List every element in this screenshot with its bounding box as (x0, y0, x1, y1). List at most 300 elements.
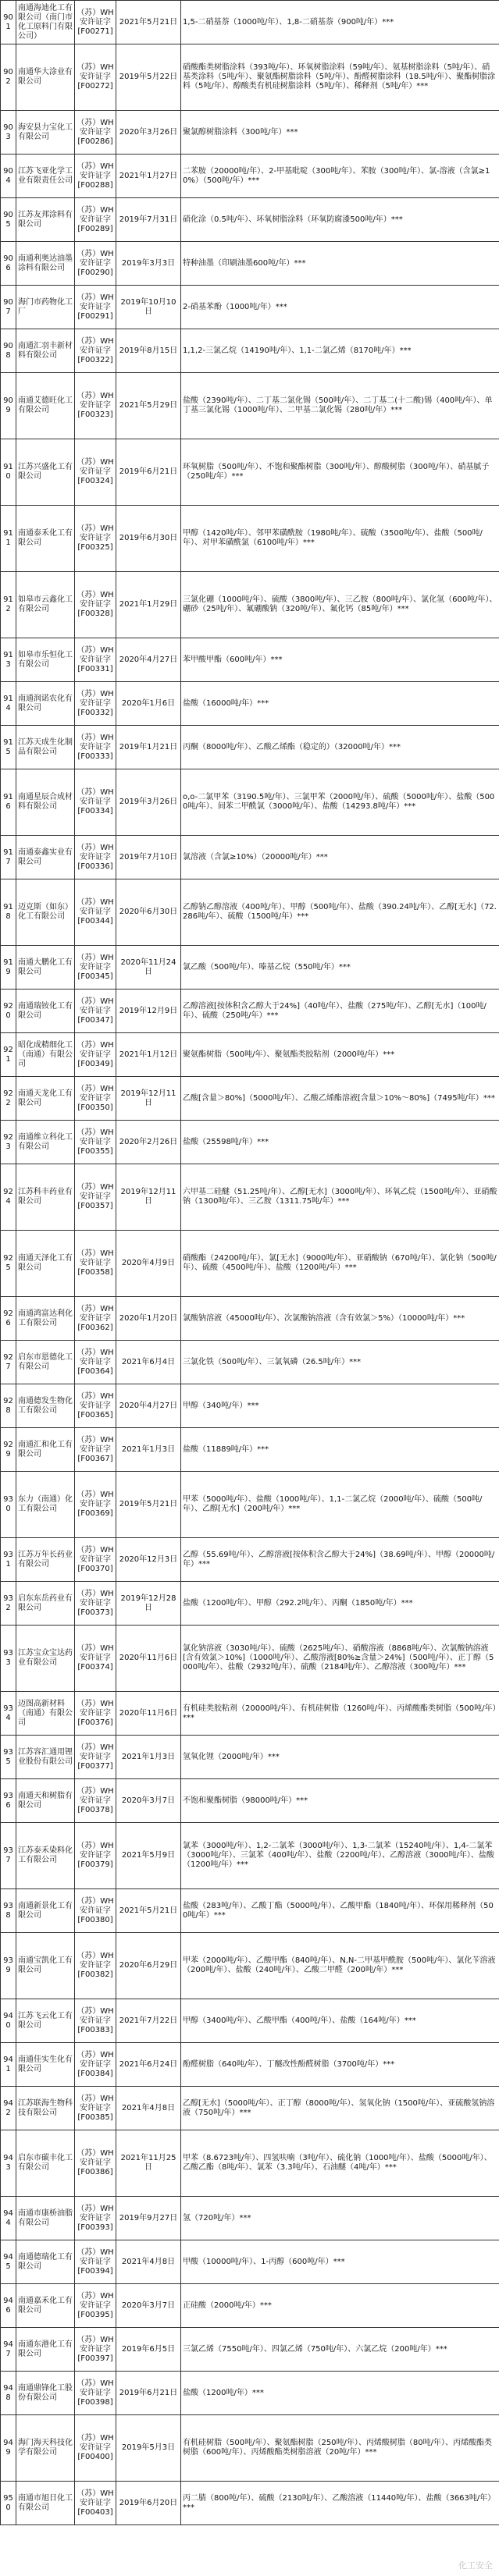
permit-number: （苏）WH安许证字[F00288] (75, 155, 116, 198)
table-row (1, 44, 499, 111)
permit-number: （苏）WH安许证字[F00374] (75, 1626, 116, 1692)
permit-scope: 氯苯（3000吨/年）、1,2-二氯苯（3000吨/年）、1,3-二氯苯（15240吨/年）、1,4-二氯苯（3000吨/年）、三氯苯（400吨/年）、盐酸（2200吨/年）、乙醇溶液（3000吨/年）、盐酸（1200吨/年）*** (181, 1823, 499, 1889)
permit-scope: 环氧树脂（500吨/年）、不饱和聚酯树脂（300吨/年）、醇酸树脂（300吨/年）、硝基腻子（250吨/年）*** (181, 439, 499, 506)
table-row (1, 1231, 499, 1297)
company-name: 东力（南通）化工有限公司 (16, 1472, 75, 1538)
table-row (1, 1, 499, 44)
company-name: 江苏容汇通用锂业股份有限公司 (16, 1736, 75, 1779)
company-name: 南通天和树脂有限公司 (16, 1779, 75, 1823)
row-number: 901 (1, 1, 16, 44)
row-number: 933 (1, 1626, 16, 1692)
company-name: 南通星辰合成材料有限公司 (16, 769, 75, 836)
permit-number: （苏）WH安许证字[F00367] (75, 1428, 116, 1472)
permit-scope: 盐酸（1200吨/年）*** (181, 2372, 499, 2415)
permit-scope: 乙醇溶液[按体积含乙醇大于24%]（40吨/年）、盐酸（275吨/年）、乙醇[无水]（100吨/年）、硫酸（250吨/年）*** (181, 990, 499, 1033)
row-number: 947 (1, 2328, 16, 2372)
table-row (1, 1933, 499, 1999)
permit-number: （苏）WH安许证字[F00378] (75, 1779, 116, 1823)
issue-date: 2021年1月27日 (116, 155, 181, 198)
table-row (1, 1384, 499, 1428)
issue-date: 2019年12月11日 (116, 1077, 181, 1121)
permit-scope: 1,5-二硝基萘（1000吨/年）、1,8-二硝基萘（900吨/年）*** (181, 1, 499, 44)
row-number: 927 (1, 1341, 16, 1384)
table-row (1, 155, 499, 198)
issue-date: 2019年9月27日 (116, 2197, 181, 2240)
issue-date: 2019年6月30日 (116, 506, 181, 572)
company-name: 启东市恩德化工有限公司 (16, 1341, 75, 1384)
permit-number: （苏）WH安许证字[F00290] (75, 242, 116, 286)
company-name: 启东东岳药业有限公司 (16, 1582, 75, 1626)
row-number: 923 (1, 1121, 16, 1164)
permit-scope: 硝酸酯（24200吨/年）、氯[无水]（9000吨/年）、亚硝酸钠（670吨/年）、氯化钠（500吨/年）、硫酸（4500吨/年）、盐酸（1200吨/年）*** (181, 1231, 499, 1297)
permit-number: （苏）WH安许证字[F00357] (75, 1164, 116, 1231)
company-name: 南通鼎锋化工股份有限公司 (16, 2372, 75, 2415)
company-name: 南通瑞铵化工有限公司 (16, 990, 75, 1033)
company-name: 南通德发生物化工有限公司 (16, 1384, 75, 1428)
issue-date: 2020年12月3日 (116, 1538, 181, 1582)
permit-scope: o,o-二氯甲苯（3190.5吨/年）、三氯甲苯（2000吨/年）、硫酸（5000吨/年）、盐酸（5000吨/年）、间苯二甲酰氯（3000吨/年）、盐酸（14293.8吨/年）*** (181, 769, 499, 836)
row-number: 938 (1, 1889, 16, 1933)
company-name: 南通天泽化工有限公司 (16, 1231, 75, 1297)
company-name: 南通利奥达油墨涂料有限公司 (16, 242, 75, 286)
issue-date: 2019年6月21日 (116, 439, 181, 506)
permit-scope: 甲醇（340吨/年）*** (181, 1384, 499, 1428)
company-name: 南通大鹏化工有限公司 (16, 946, 75, 990)
row-number: 917 (1, 836, 16, 879)
row-number: 943 (1, 2130, 16, 2197)
issue-date: 2019年6月21日 (116, 2372, 181, 2415)
company-name: 江苏友邦涂料有限公司 (16, 198, 75, 242)
table-row (1, 2130, 499, 2197)
company-name: 如皋市乐恒化工有限公司 (16, 638, 75, 682)
row-number: 905 (1, 198, 16, 242)
table-row (1, 1779, 499, 1823)
table-row (1, 1341, 499, 1384)
row-number: 903 (1, 111, 16, 155)
permit-scope: 盐酸（16000吨/年）*** (181, 682, 499, 726)
permit-number: （苏）WH安许证字[F00334] (75, 769, 116, 836)
table-row (1, 2043, 499, 2087)
row-number: 935 (1, 1736, 16, 1779)
issue-date: 2020年2月26日 (116, 1121, 181, 1164)
row-number: 911 (1, 506, 16, 572)
table-row (1, 836, 499, 879)
permit-scope: 三氯化铁（500吨/年）、三氯氧磷（26.5吨/年）*** (181, 1341, 499, 1384)
permit-number: （苏）WH安许证字[F00344] (75, 879, 116, 946)
company-name: 南通泰禾化工有限公司 (16, 506, 75, 572)
permit-scope: 甲苯（5000吨/年）、盐酸（1000吨/年）、1,1-二氯乙烷（2000吨/年）、硫酸（500吨/年）、乙醇[无水]（200吨/年）*** (181, 1472, 499, 1538)
issue-date: 2021年1月3日 (116, 1736, 181, 1779)
company-name: 江苏飞亚化学工业有限责任公司 (16, 155, 75, 198)
issue-date: 2020年1月6日 (116, 682, 181, 726)
table-row (1, 769, 499, 836)
permit-scope: 氢氧化锂（2000吨/年）*** (181, 1736, 499, 1779)
table-row (1, 682, 499, 726)
permit-number: （苏）WH安许证字[F00332] (75, 682, 116, 726)
company-name: 如皋市云鑫化工有限公司 (16, 572, 75, 638)
row-number: 916 (1, 769, 16, 836)
row-number: 949 (1, 2415, 16, 2482)
company-name: 南通艾德旺化工有限公司 (16, 373, 75, 439)
table-row (1, 329, 499, 373)
permit-scope: 盐酸（11889吨/年）*** (181, 1428, 499, 1472)
permit-scope: 乙酸[含量＞80%]（5000吨/年）、乙酸乙烯酯溶液[含量＞10%～80%]（7495吨/年）*** (181, 1077, 499, 1121)
table-row (1, 946, 499, 990)
permit-number: （苏）WH安许证字[F00349] (75, 1033, 116, 1077)
company-name: 南通汇和化工有限公司 (16, 1428, 75, 1472)
company-name: 南通市旭日化工有限公司 (16, 2482, 75, 2525)
row-number: 914 (1, 682, 16, 726)
permit-number: （苏）WH安许证字[F00377] (75, 1736, 116, 1779)
permit-scope: 1,1,2-三氯乙烷（14190吨/年）、1,1-二氯乙烯（8170吨/年）*** (181, 329, 499, 373)
table-row (1, 2240, 499, 2284)
company-name: 南通维立科化工有限公司 (16, 1121, 75, 1164)
permit-scope: 氯酸钠溶液（45000吨/年）、次氯酸钠溶液（含有效氯＞5%）（10000吨/年）*** (181, 1297, 499, 1341)
permit-scope: 乙醇[无水]（5000吨/年）、正丁醇（8000吨/年）、氢氧化钠（1500吨/年）、亚硫酸氢钠溶液（750吨/年）*** (181, 2087, 499, 2130)
issue-date: 2019年12月9日 (116, 990, 181, 1033)
permit-number: （苏）WH安许证字[F00347] (75, 990, 116, 1033)
row-number: 946 (1, 2284, 16, 2328)
permit-number: （苏）WH安许证字[F00397] (75, 2328, 116, 2372)
permit-scope: 盐酸（1200吨/年）、甲醇（292.2吨/年）、丙酮（1850吨/年）*** (181, 1582, 499, 1626)
permit-scope: 三氯乙烯（7550吨/年）、四氯乙烯（750吨/年）、六氯乙烷（200吨/年）*** (181, 2328, 499, 2372)
permit-number: （苏）WH安许证字[F00376] (75, 1692, 116, 1736)
company-name: 海门市药物化工厂 (16, 286, 75, 329)
table-row (1, 373, 499, 439)
table-row (1, 2284, 499, 2328)
issue-date: 2019年12月28日 (116, 1582, 181, 1626)
company-name: 南通市康桥油脂有限公司 (16, 2197, 75, 2240)
table-row (1, 1999, 499, 2043)
permit-scope: 氯化钠溶液（3030吨/年）、硫酸（2625吨/年）、硝酸溶液（8868吨/年）、次氯酸钠溶液[含有效氯＞10%]（1000吨/年）、乙酸溶液[80%≥含量＞24%]（500吨/年）、正丁醇（5000吨/年）、盐酸（2932吨/年）、硫酸（2184吨/年）、乙醇溶液（300吨/年）*** (181, 1626, 499, 1692)
issue-date: 2020年11月6日 (116, 1626, 181, 1692)
row-number: 934 (1, 1692, 16, 1736)
permit-number: （苏）WH安许证字[F00395] (75, 2284, 116, 2328)
permit-number: （苏）WH安许证字[F00373] (75, 1582, 116, 1626)
table-row (1, 1472, 499, 1538)
permit-number: （苏）WH安许证字[F00364] (75, 1341, 116, 1384)
permit-number: （苏）WH安许证字[F00385] (75, 2087, 116, 2130)
table-row (1, 2197, 499, 2240)
permit-number: （苏）WH安许证字[F00365] (75, 1384, 116, 1428)
table-row (1, 2087, 499, 2130)
company-name: 江苏天成生化制品有限公司 (16, 726, 75, 769)
company-name: 江苏兴盛化工有限公司 (16, 439, 75, 506)
table-row (1, 2482, 499, 2525)
permit-scope: 有机硅类胶粘剂（20000吨/年）、有机硅树脂（1260吨/年）、丙烯酸酯类树脂（500吨/年）*** (181, 1692, 499, 1736)
issue-date: 2021年11月25日 (116, 2130, 181, 2197)
issue-date: 2021年6月4日 (116, 1341, 181, 1384)
permit-number: （苏）WH安许证字[F00323] (75, 373, 116, 439)
permit-number: （苏）WH安许证字[F00328] (75, 572, 116, 638)
issue-date: 2020年6月30日 (116, 879, 181, 946)
permit-scope: 聚氨酯树脂（500吨/年）、聚氨酯类胶粘剂（2000吨/年）*** (181, 1033, 499, 1077)
table-row (1, 1823, 499, 1889)
row-number: 908 (1, 329, 16, 373)
permit-scope: 丙酮（8000吨/年）、乙酸乙烯酯（稳定的）（32000吨/年）*** (181, 726, 499, 769)
issue-date: 2019年3月26日 (116, 769, 181, 836)
table-row (1, 111, 499, 155)
company-name: 启东市碳丰化工有限公司 (16, 2130, 75, 2197)
issue-date: 2019年6月20日 (116, 2482, 181, 2525)
company-name: 南通嘉禾化工有限公司 (16, 2284, 75, 2328)
issue-date: 2019年5月21日 (116, 1472, 181, 1538)
row-number: 924 (1, 1164, 16, 1231)
company-name: 昭化成精细化工（南通）有限公司 (16, 1033, 75, 1077)
row-number: 906 (1, 242, 16, 286)
issue-date: 2020年3月7日 (116, 2284, 181, 2328)
permit-number: （苏）WH安许证字[F00325] (75, 506, 116, 572)
table-row (1, 286, 499, 329)
permit-number: （苏）WH安许证字[F00271] (75, 1, 116, 44)
permit-number: （苏）WH安许证字[F00333] (75, 726, 116, 769)
company-name: 南通佳实生化有限公司 (16, 2043, 75, 2087)
company-name: 江苏联海生物科技有限公司 (16, 2087, 75, 2130)
row-number: 904 (1, 155, 16, 198)
issue-date: 2021年7月22日 (116, 1999, 181, 2043)
permit-number: （苏）WH安许证字[F00379] (75, 1823, 116, 1889)
issue-date: 2021年4月8日 (116, 2240, 181, 2284)
permit-number: （苏）WH安许证字[F00291] (75, 286, 116, 329)
row-number: 926 (1, 1297, 16, 1341)
permit-number: （苏）WH安许证字[F00369] (75, 1472, 116, 1538)
issue-date: 2021年5月21日 (116, 1, 181, 44)
company-name: 南通华大涂业有限公司 (16, 44, 75, 111)
permit-scope: 苯甲酸甲酯（600吨/年）*** (181, 638, 499, 682)
table-row (1, 1582, 499, 1626)
issue-date: 2019年7月31日 (116, 198, 181, 242)
company-name: 南通东港化工有限公司 (16, 2328, 75, 2372)
row-number: 922 (1, 1077, 16, 1121)
permit-scope: 聚氯醇树脂涂料（300吨/年）*** (181, 111, 499, 155)
issue-date: 2021年4月8日 (116, 2087, 181, 2130)
permit-scope: 乙醇钠乙醇溶液（400吨/年）、甲醇（500吨/年）、盐酸（390.24吨/年）、乙醇[无水]（72.286吨/年）、硫酸（1500吨/年）*** (181, 879, 499, 946)
permit-number: （苏）WH安许证字[F00289] (75, 198, 116, 242)
permit-scope: 甲醇（1420吨/年）、邻甲苯磺酰胺（1980吨/年）、硫酸（3500吨/年）、盐酸（500吨/年）、对甲苯磺酰氯（6100吨/年）*** (181, 506, 499, 572)
issue-date: 2021年1月12日 (116, 1033, 181, 1077)
row-number: 948 (1, 2372, 16, 2415)
table-row (1, 1121, 499, 1164)
row-number: 931 (1, 1538, 16, 1582)
permit-number: （苏）WH安许证字[F00400] (75, 2415, 116, 2482)
permit-scope: 甲醇（3400吨/年）、乙酸甲酯（400吨/年）、盐酸（164吨/年）*** (181, 1999, 499, 2043)
row-number: 942 (1, 2087, 16, 2130)
permit-number: （苏）WH安许证字[F00380] (75, 1889, 116, 1933)
table-row (1, 2328, 499, 2372)
permit-scope: 甲苯（8.6723吨/年）、四氢呋喃（3吨/年）、硫化钠（1000吨/年）、盐酸（5000吨/年）、乙酸乙酯（8吨/年）、氯苯（3.3吨/年）、石油醚（4吨/年）*** (181, 2130, 499, 2197)
row-number: 925 (1, 1231, 16, 1297)
issue-date: 2020年6月29日 (116, 1933, 181, 1999)
company-name: 南通宝凯化工有限公司 (16, 1933, 75, 1999)
table-row (1, 1692, 499, 1736)
table-row (1, 572, 499, 638)
permit-scope: 盐酸（2390吨/年）、二丁基二氯化锡（500吨/年）、二丁基二(十二酸)锡（400吨/年）、单丁基三氯化锡（1000吨/年）、二甲基二氯化锡（280吨/年）*** (181, 373, 499, 439)
permit-number: （苏）WH安许证字[F00336] (75, 836, 116, 879)
permit-number: （苏）WH安许证字[F00362] (75, 1297, 116, 1341)
row-number: 907 (1, 286, 16, 329)
permit-scope: 2-硝基苯酚（1000吨/年）*** (181, 286, 499, 329)
table-row (1, 1889, 499, 1933)
issue-date: 2019年5月22日 (116, 44, 181, 111)
permit-number: （苏）WH安许证字[F00358] (75, 1231, 116, 1297)
company-name: 迈图高新材料（南通）有限公司 (16, 1692, 75, 1736)
permit-number: （苏）WH安许证字[F00384] (75, 2043, 116, 2087)
company-name: 南通汇羽丰新材料有限公司 (16, 329, 75, 373)
row-number: 944 (1, 2197, 16, 2240)
permit-scope: 氢（720吨/年）*** (181, 2197, 499, 2240)
row-number: 919 (1, 946, 16, 990)
table-row (1, 726, 499, 769)
company-name: 南通鸿富达利化工有限公司 (16, 1297, 75, 1341)
company-name: 江苏万年长药业有限公司 (16, 1538, 75, 1582)
issue-date: 2021年1月29日 (116, 572, 181, 638)
issue-date: 2019年8月15日 (116, 329, 181, 373)
row-number: 902 (1, 44, 16, 111)
row-number: 940 (1, 1999, 16, 2043)
row-number: 912 (1, 572, 16, 638)
company-name: 南通润诺农化有限公司 (16, 682, 75, 726)
row-number: 913 (1, 638, 16, 682)
issue-date: 2021年1月3日 (116, 1428, 181, 1472)
company-name: 南通天龙化工有限公司 (16, 1077, 75, 1121)
table-row (1, 242, 499, 286)
permit-number: （苏）WH安许证字[F00370] (75, 1538, 116, 1582)
table-row (1, 198, 499, 242)
company-name: 江苏宝众宝达药业有限公司 (16, 1626, 75, 1692)
table-row (1, 2372, 499, 2415)
permit-table-body (1, 1, 499, 2525)
permit-number: （苏）WH安许证字[F00383] (75, 1999, 116, 2043)
permit-number: （苏）WH安许证字[F00286] (75, 111, 116, 155)
row-number: 920 (1, 990, 16, 1033)
permit-number: （苏）WH安许证字[F00386] (75, 2130, 116, 2197)
permit-number: （苏）WH安许证字[F00394] (75, 2240, 116, 2284)
table-row (1, 1033, 499, 1077)
permit-scope: 氯溶液（含氯≥10%）（20000吨/年）*** (181, 836, 499, 879)
table-row (1, 1077, 499, 1121)
permit-scope: 盐酸（283吨/年）、乙酸丁酯（5000吨/年）、乙酸甲酯（1840吨/年）、环保用稀释剂（500吨/年）*** (181, 1889, 499, 1933)
issue-date: 2019年5月3日 (116, 2415, 181, 2482)
company-name: 南通新景化工有限公司 (16, 1889, 75, 1933)
row-number: 932 (1, 1582, 16, 1626)
permit-number: （苏）WH安许证字[F00403] (75, 2482, 116, 2525)
company-name: 江苏泰禾染料化工有限公司 (16, 1823, 75, 1889)
permit-scope: 氯乙酸（500吨/年）、嗪基乙烷（550吨/年）*** (181, 946, 499, 990)
table-row (1, 2415, 499, 2482)
company-name: 南通海迪化工有限公司（南门市化工原料门有限公司） (16, 1, 75, 44)
permit-number: （苏）WH安许证字[F00272] (75, 44, 116, 111)
issue-date: 2020年11月6日 (116, 1692, 181, 1736)
permit-scope: 甲苯（2000吨/年）、乙酸甲酯（840吨/年）、N,N-二甲基甲酰胺（500吨/年）、氯化苄溶液（200吨/年）、盐酸（240吨/年）、乙酸二甲醛（200吨/年）*** (181, 1933, 499, 1999)
issue-date: 2020年4月27日 (116, 1384, 181, 1428)
company-name: 江苏科丰药业有限公司 (16, 1164, 75, 1231)
row-number: 928 (1, 1384, 16, 1428)
table-row (1, 990, 499, 1033)
permit-scope: 丙二腈（800吨/年）、硫酸（2130吨/年）、乙酸溶液（11440吨/年）、盐酸（3663吨/年）*** (181, 2482, 499, 2525)
row-number: 909 (1, 373, 16, 439)
permit-scope: 硝酸酯类树脂涂料（393吨/年）、环氧树脂涂料（59吨/年）、氨基树脂涂料（5吨/年）、硝基类涂料（5吨/年）、聚氨酯树脂涂料（5吨/年）、酚醛树脂涂料（18.5吨/年）、聚酯树脂涂料（5吨/年）、醇酸类有机硅树脂涂料（5吨/年）、稀释剂（5吨/年）*** (181, 44, 499, 111)
permit-scope: 甲酸（10000吨/年）、1-丙醇（600吨/年）*** (181, 2240, 499, 2284)
permit-scope: 不饱和聚酯树脂（98000吨/年）*** (181, 1779, 499, 1823)
company-name: 江苏飞云化工有限公司 (16, 1999, 75, 2043)
table-row (1, 879, 499, 946)
company-name: 南通德瑞化工有限公司 (16, 2240, 75, 2284)
permit-number: （苏）WH安许证字[F00322] (75, 329, 116, 373)
permit-scope: 六甲基二硅醚（51.25吨/年）、乙醇[无水]（3000吨/年）、环氧乙烷（1500吨/年）、亚硝酸钠（1300吨/年）、三乙胺（1311.75吨/年）*** (181, 1164, 499, 1231)
row-number: 941 (1, 2043, 16, 2087)
issue-date: 2019年3月3日 (116, 242, 181, 286)
row-number: 921 (1, 1033, 16, 1077)
permit-number: （苏）WH安许证字[F00398] (75, 2372, 116, 2415)
issue-date: 2020年4月27日 (116, 638, 181, 682)
company-name: 海安县力宝化工有限公司 (16, 111, 75, 155)
permit-scope: 正硅酸（2000吨/年）*** (181, 2284, 499, 2328)
permit-scope: 硝化涂（0.5吨/年）、环氧树脂涂料（环氧防腐漆500吨/年）*** (181, 198, 499, 242)
row-number: 930 (1, 1472, 16, 1538)
issue-date: 2021年5月21日 (116, 1889, 181, 1933)
issue-date: 2019年1月21日 (116, 726, 181, 769)
issue-date: 2021年5月29日 (116, 373, 181, 439)
permit-scope: 乙醇（55.69吨/年）、乙醇溶液[按体积含乙醇大于24%]（38.69吨/年）、甲醇（20000吨/年）*** (181, 1538, 499, 1582)
table-row (1, 1428, 499, 1472)
permit-scope: 三氯化硼（1000吨/年）、硫酸（3800吨/年）、三乙胺（800吨/年）、氯化氢（600吨/年）、硼砂（25吨/年）、氟硼酸钠（320吨/年）、氟化钙（85吨/年）*** (181, 572, 499, 638)
table-row (1, 439, 499, 506)
row-number: 936 (1, 1779, 16, 1823)
permit-number: （苏）WH安许证字[F00324] (75, 439, 116, 506)
permit-scope: 二苯胺（20000吨/年）、2-甲基吡啶（300吨/年）、苯胺（300吨/年）、氯-溶液（含氯≥10%）（500吨/年）*** (181, 155, 499, 198)
table-row (1, 638, 499, 682)
table-row (1, 1538, 499, 1582)
row-number: 945 (1, 2240, 16, 2284)
issue-date: 2020年1月20日 (116, 1297, 181, 1341)
issue-date: 2019年7月10日 (116, 836, 181, 879)
company-name: 迈克斯（如东）化工有限公司 (16, 879, 75, 946)
permit-scope: 盐酸（25598吨/年）*** (181, 1121, 499, 1164)
issue-date: 2019年6月5日 (116, 2328, 181, 2372)
table-row (1, 1297, 499, 1341)
table-row (1, 506, 499, 572)
issue-date: 2021年5月9日 (116, 1823, 181, 1889)
permit-number: （苏）WH安许证字[F00382] (75, 1933, 116, 1999)
table-row (1, 1736, 499, 1779)
issue-date: 2020年11月24日 (116, 946, 181, 990)
company-name: 海门海天科技化学有限公司 (16, 2415, 75, 2482)
row-number: 939 (1, 1933, 16, 1999)
issue-date: 2020年3月26日 (116, 111, 181, 155)
permit-number: （苏）WH安许证字[F00355] (75, 1121, 116, 1164)
row-number: 929 (1, 1428, 16, 1472)
permit-number: （苏）WH安许证字[F00345] (75, 946, 116, 990)
row-number: 915 (1, 726, 16, 769)
table-row (1, 1164, 499, 1231)
row-number: 937 (1, 1823, 16, 1889)
permit-number: （苏）WH安许证字[F00393] (75, 2197, 116, 2240)
permit-scope: 酚醛树脂（640吨/年）、丁醚改性酚醛树脂（3700吨/年）*** (181, 2043, 499, 2087)
issue-date: 2021年6月24日 (116, 2043, 181, 2087)
permit-number: （苏）WH安许证字[F00331] (75, 638, 116, 682)
row-number: 950 (1, 2482, 16, 2525)
issue-date: 2019年10月10日 (116, 286, 181, 329)
permit-number: （苏）WH安许证字[F00350] (75, 1077, 116, 1121)
issue-date: 2020年4月9日 (116, 1231, 181, 1297)
permit-scope: 有机硅树脂（500吨/年）、聚氨酯树脂（250吨/年）、丙烯酸树脂（80吨/年）、丙烯酸酯类树脂（600吨/年）、丙烯酸酯类树脂溶液（20吨/年）*** (181, 2415, 499, 2482)
row-number: 910 (1, 439, 16, 506)
table-row (1, 1626, 499, 1692)
issue-date: 2020年3月7日 (116, 1779, 181, 1823)
watermark: 化工安全 (458, 2560, 493, 2571)
row-number: 918 (1, 879, 16, 946)
company-name: 南通泰鑫实业有限公司 (16, 836, 75, 879)
